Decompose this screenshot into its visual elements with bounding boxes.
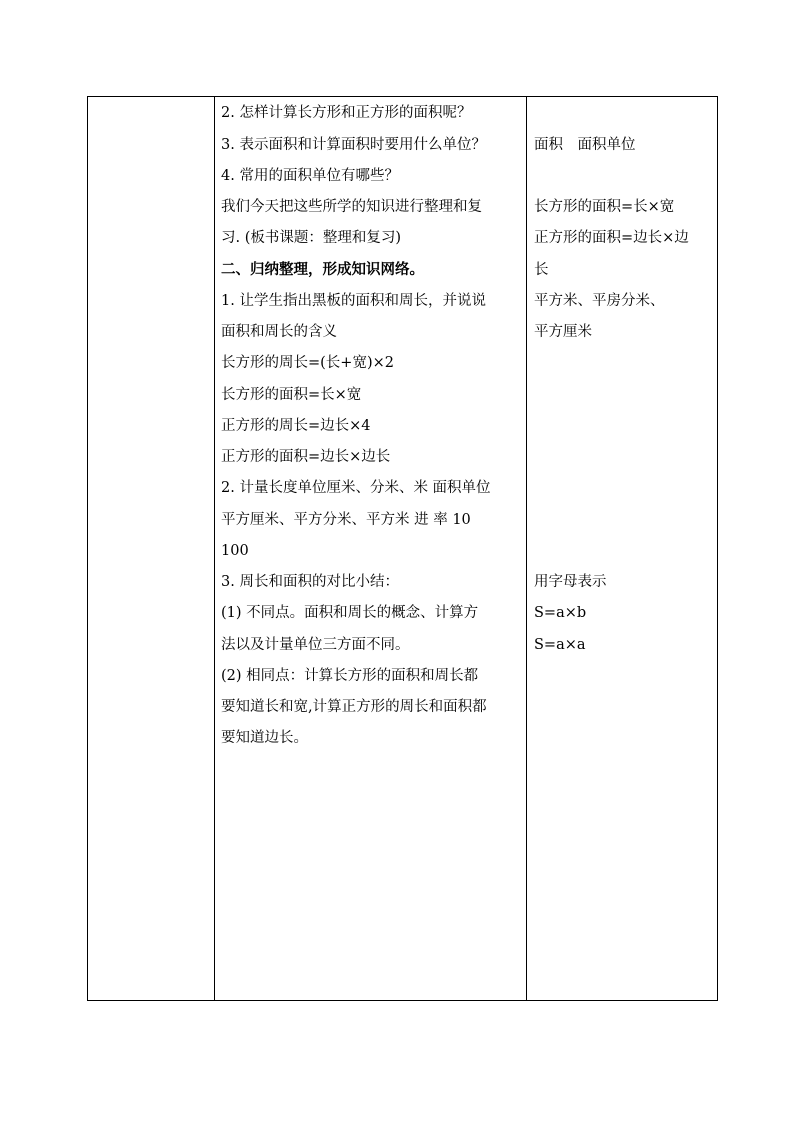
lesson-table (87, 96, 718, 1001)
note-line: 长方形的面积=长×宽 (534, 199, 675, 215)
note-line: 面积 面积单位 (534, 137, 636, 153)
process-line: 平方厘米、平方分米、平方米 进 率 10 (221, 512, 471, 528)
note-line: 长 (534, 262, 549, 278)
process-line: 3. 周长和面积的对比小结： (221, 574, 399, 590)
left-empty-cell (88, 97, 214, 1000)
process-line: 1. 让学生指出黑板的面积和周长，并说说 (221, 293, 486, 309)
process-line: 我们今天把这些所学的知识进行整理和复 (221, 199, 482, 215)
process-line: 习. (板书课题：整理和复习) (221, 230, 402, 246)
process-line: 100 (221, 543, 249, 559)
process-line: (2) 相同点：计算长方形的面积和周长都 (221, 668, 479, 684)
process-line: 面积和周长的含义 (221, 324, 337, 340)
formula-line: 正方形的面积=边长×边长 (221, 449, 391, 465)
process-line: 要知道长和宽,计算正方形的周长和面积都 (221, 699, 487, 715)
column-divider (214, 97, 215, 1000)
note-line: 用字母表示 (534, 574, 607, 590)
note-line: 正方形的面积=边长×边 (534, 230, 689, 246)
section-heading: 二、归纳整理，形成知识网络。 (221, 261, 424, 278)
notes-cell (534, 97, 718, 1000)
note-line: 平方米、平房分米、 (534, 293, 665, 309)
formula-line: 长方形的周长=(长+宽)×2 (221, 355, 394, 371)
teaching-process-cell (221, 97, 523, 1000)
formula-line: 长方形的面积=长×宽 (221, 387, 362, 403)
note-line: S=a×a (534, 637, 586, 653)
process-line: 要知道边长。 (221, 730, 308, 746)
note-line: 平方厘米 (534, 324, 592, 340)
process-line: 4. 常用的面积单位有哪些？ (221, 168, 399, 184)
process-line: 法以及计量单位三方面不同。 (221, 637, 410, 653)
process-line: 3. 表示面积和计算面积时要用什么单位？ (221, 137, 486, 153)
column-divider (526, 97, 527, 1000)
process-line: 2. 怎样计算长方形和正方形的面积呢？ (221, 105, 472, 121)
formula-line: 正方形的周长=边长×4 (221, 418, 371, 434)
process-line: (1) 不同点。面积和周长的概念、计算方 (221, 605, 479, 621)
process-line: 2. 计量长度单位厘米、分米、米 面积单位 (221, 480, 491, 496)
note-line: S=a×b (534, 605, 587, 621)
